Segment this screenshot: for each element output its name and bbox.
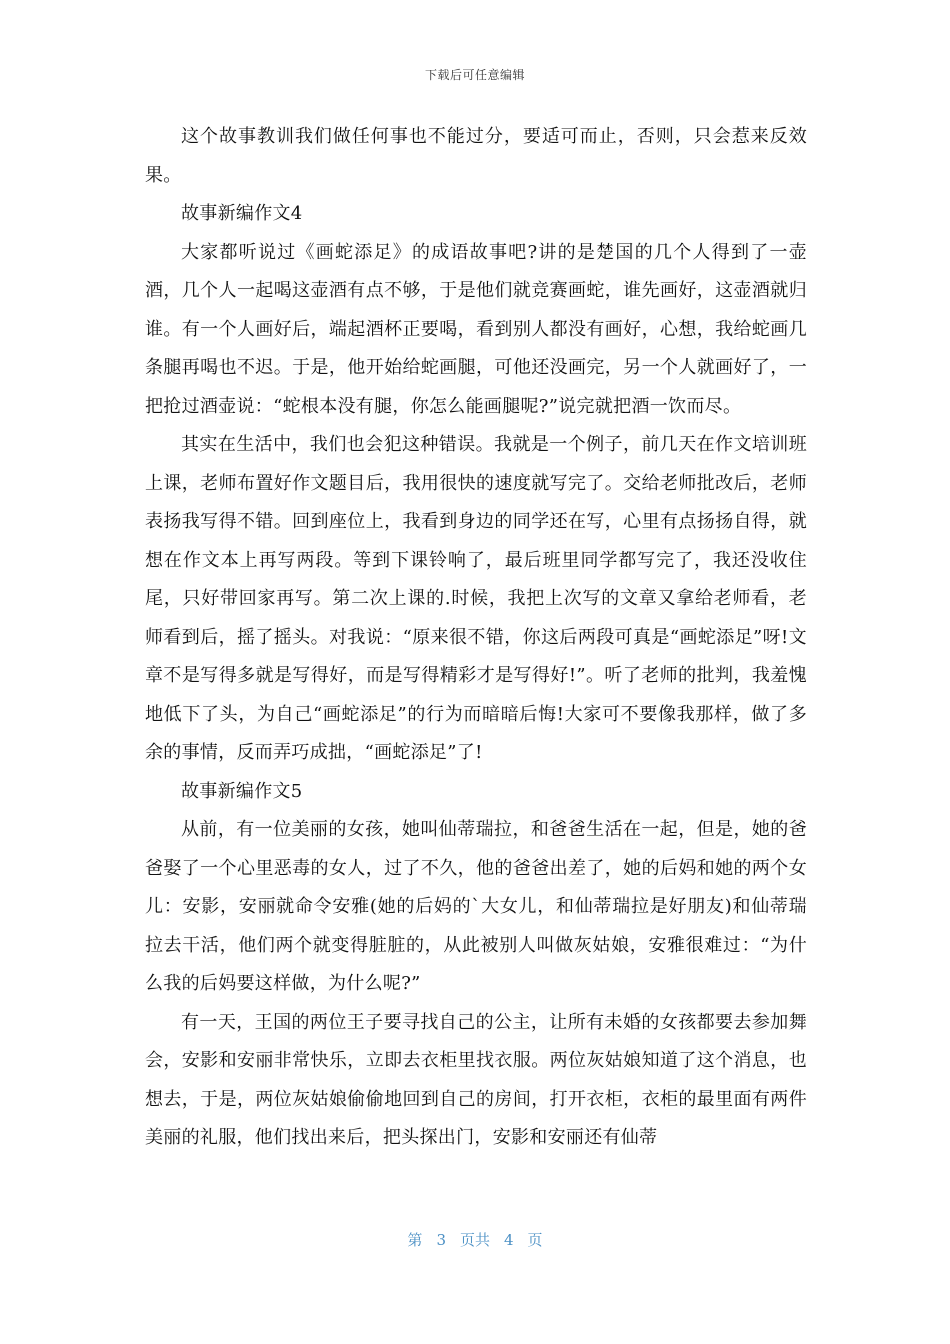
paragraph-story-4: 大家都听说过《画蛇添足》的成语故事吧?讲的是楚国的几个人得到了一壶酒，几个人一起喝这壶酒有点不够，于是他们就竞赛画蛇，谁先画好，这壶酒就归谁。有一个人画好后，端起酒杯正要喝，看到别人都没有画好，心想，我给蛇画几条腿再喝也不迟。于是，他开始给蛇画腿，可他还没画完，另一个人就画好了，一把抢过酒壶说：“蛇根本没有腿，你怎么能画腿呢?”说完就把酒一饮而尽。 bbox=[145, 241, 807, 417]
paragraph-reflection-4: 其实在生活中，我们也会犯这种错误。我就是一个例子，前几天在作文培训班上课，老师布置好作文题目后，我用很快的速度就写完了。交给老师批改后，老师表扬我写得不错。回到座位上，我看到身边的同学还在写，心里有点扬扬自得，就想在作文本上再写两段。等到下课铃响了，最后班里同学都写完了，我还没收住尾，只好带回家再写。第二次上课的.时候，我把上次写的文章又拿给老师看，老师看到后，摇了摇头。对我说：“原来很不错，你这后两段可真是“画蛇添足”呀!文章不是写得多就是写得好，而是写得精彩才是写得好!”。听了老师的批判，我羞愧地低下了头，为自己“画蛇添足”的行为而暗暗后悔!大家可不要像我那样，做了多余的事情，反而弄巧成拙，“画蛇添足”了! bbox=[145, 434, 807, 763]
paragraph-story-5-intro: 从前，有一位美丽的女孩，她叫仙蒂瑞拉，和爸爸生活在一起，但是，她的爸爸娶了一个心里恶毒的女人，过了不久，他的爸爸出差了，她的后妈和她的两个女儿：安影，安丽就命令安雅(她的后妈的`大女儿，和仙蒂瑞拉是好朋友)和仙蒂瑞拉去干活，他们两个就变得脏脏的，从此被别人叫做灰姑娘，安雅很难过：“为什么我的后妈要这样做，为什么呢?” bbox=[145, 819, 807, 994]
page-header: 下载后可任意编辑 bbox=[424, 68, 525, 82]
page-footer bbox=[0, 1229, 950, 1250]
footer-total-prefix: 页共 bbox=[459, 1231, 490, 1249]
paragraph-story-5-ball: 有一天，王国的两位王子要寻找自己的公主，让所有未婚的女孩都要去参加舞会，安影和安丽非常快乐，立即去衣柜里找衣服。两位灰姑娘知道了这个消息，也想去，于是，两位灰姑娘偷偷地回到自己的房间，打开衣柜，衣柜的最里面有两件美丽的礼服，他们找出来后，把头探出门，安影和安丽还有仙蒂 bbox=[145, 1011, 807, 1148]
footer-page-word: 第 bbox=[407, 1231, 423, 1249]
footer-page-suffix: 页 bbox=[527, 1231, 543, 1249]
section-heading-4: 故事新编作文4 bbox=[181, 203, 303, 224]
section-heading-5: 故事新编作文5 bbox=[181, 780, 303, 802]
paragraph-conclusion: 这个故事教训我们做任何事也不能过分，要适可而止，否则，只会惹来反效果。 bbox=[145, 126, 807, 186]
footer-total-pages: 4 bbox=[504, 1231, 514, 1249]
footer-current-page: 3 bbox=[436, 1231, 446, 1249]
document-body bbox=[145, 118, 807, 1158]
